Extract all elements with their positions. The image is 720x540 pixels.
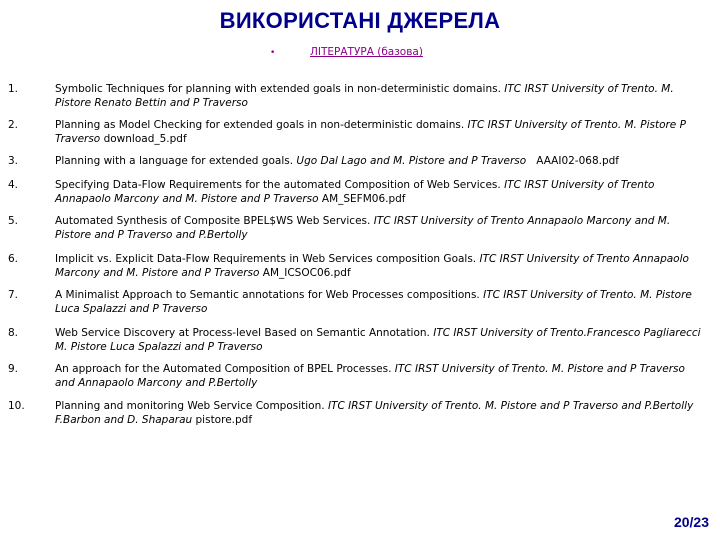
reference-number: 8. xyxy=(8,327,19,339)
subtitle-bullet: • xyxy=(270,48,276,58)
reference-number: 4. xyxy=(8,179,19,191)
reference-number: 7. xyxy=(8,289,19,301)
reference-venue: ITC IRST University of Trento. M. Pistore P Traverso xyxy=(55,119,686,145)
reference-title: Web Service Discovery at Process-level Based on Semantic Annotation. xyxy=(55,327,430,339)
reference-venue: ITC IRST University of Trento. M. Pistore Luca Spalazzi and P Traverso xyxy=(55,289,692,315)
reference-title: A Minimalist Approach to Semantic annotations for Web Processes compositions. xyxy=(55,289,480,301)
reference-venue: ITC IRST University of Trento. M. Pistore and P Traverso and P.Bertolly F.Barbon and D. Shaparau xyxy=(55,400,694,426)
slide-title: ВИКОРИСТАНІ ДЖЕРЕЛА xyxy=(219,8,501,33)
reference-number: 6. xyxy=(8,253,19,265)
reference-number: 9. xyxy=(8,363,19,375)
reference-venue: ITC IRST University of Trento.Francesco Pagliarecci M. Pistore Luca Spalazzi and P Traverso xyxy=(55,327,701,353)
reference-title: Planning with a language for extended goals. xyxy=(55,155,294,167)
page-number: 20/23 xyxy=(673,514,709,530)
reference-text xyxy=(55,82,707,110)
reference-number: 10. xyxy=(8,400,25,412)
reference-text xyxy=(55,288,707,316)
reference-file: AM_SEFM06.pdf xyxy=(321,193,406,205)
reference-venue: Ugo Dal Lago and M. Pistore and P Traverso xyxy=(296,155,527,167)
reference-file: pistore.pdf xyxy=(195,414,253,426)
reference-number: 5. xyxy=(8,215,19,227)
reference-title: Specifying Data-Flow Requirements for the automated Composition of Web Services. xyxy=(55,179,501,191)
reference-text xyxy=(55,214,707,242)
reference-file: AM_ICSOC06.pdf xyxy=(262,267,351,279)
reference-title: An approach for the Automated Composition of BPEL Processes. xyxy=(55,363,392,375)
reference-number: 1. xyxy=(8,83,19,95)
reference-text xyxy=(55,118,707,146)
reference-text xyxy=(55,252,707,280)
reference-file: AAAI02-068.pdf xyxy=(536,155,620,167)
reference-number: 2. xyxy=(8,119,19,131)
reference-title: Planning and monitoring Web Service Composition. xyxy=(55,400,325,412)
reference-venue: ITC IRST University of Trento Annapaolo Marcony and M. Pistore and P Traverso and P.Bertolly xyxy=(55,215,671,241)
reference-venue: ITC IRST University of Trento Annapaolo Marcony and M. Pistore and P Traverso xyxy=(55,179,655,205)
reference-number: 3. xyxy=(8,155,19,167)
reference-text xyxy=(55,178,707,206)
reference-venue: ITC IRST University of Trento. M. Pistore Renato Bettin and P Traverso xyxy=(55,83,674,109)
reference-title: Automated Synthesis of Composite BPEL$WS Web Services. xyxy=(55,215,371,227)
reference-file: download_5.pdf xyxy=(103,133,187,145)
reference-text xyxy=(55,399,707,427)
reference-title: Planning as Model Checking for extended goals in non-deterministic domains. xyxy=(55,119,465,131)
reference-text xyxy=(55,154,707,168)
reference-venue: ITC IRST University of Trento Annapaolo Marcony and M. Pistore and P Traverso xyxy=(55,253,689,279)
reference-text xyxy=(55,362,707,390)
reference-text xyxy=(55,326,707,354)
reference-title: Implicit vs. Explicit Data-Flow Requirements in Web Services composition Goals. xyxy=(55,253,477,265)
reference-venue: ITC IRST University of Trento. M. Pistore and P Traverso and Annapaolo Marcony and P.Bertolly xyxy=(55,363,685,389)
subtitle-link[interactable]: ЛІТЕРАТУРА (базова) xyxy=(310,46,423,58)
subtitle-line xyxy=(270,46,423,58)
reference-title: Symbolic Techniques for planning with extended goals in non-deterministic domains. xyxy=(55,83,501,95)
